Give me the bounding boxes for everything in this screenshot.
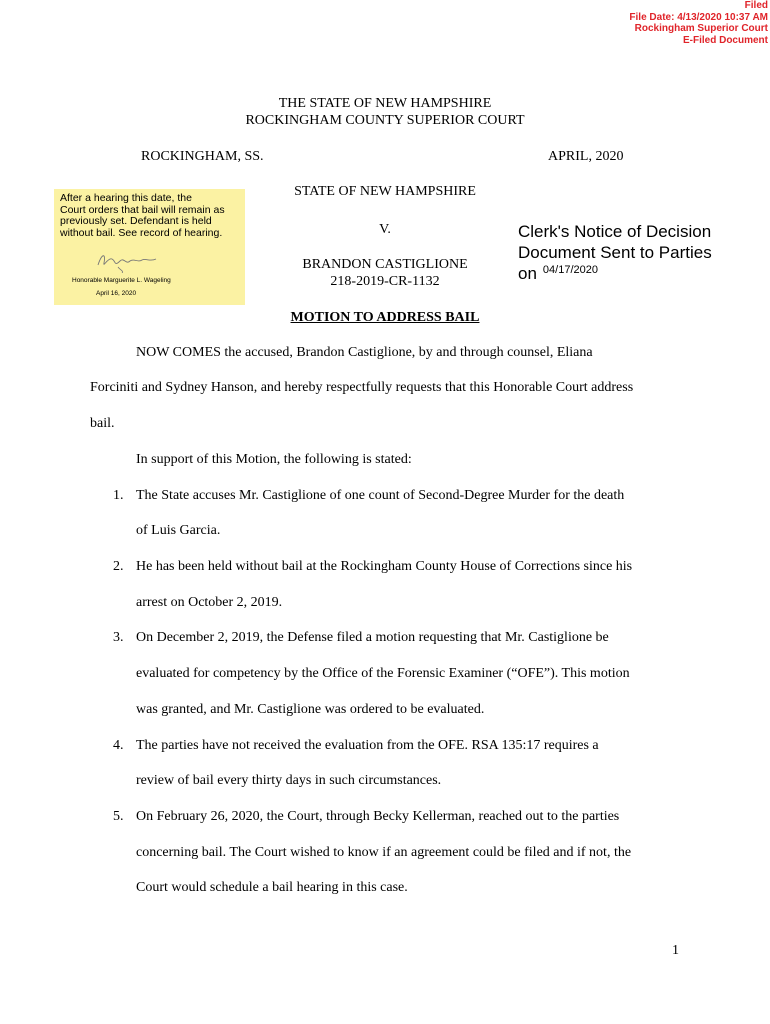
item-number: 1. (113, 488, 124, 503)
court-header (0, 95, 770, 129)
item-number: 3. (113, 630, 124, 645)
item-number: 4. (113, 738, 124, 753)
clerk-notice-line1: Clerk's Notice of Decision (518, 222, 712, 241)
item-3-line-1: On December 2, 2019, the Defense filed a motion requesting that Mr. Castiglione be (136, 630, 609, 645)
item-5-line-3: Court would schedule a bail hearing in this case. (136, 880, 408, 895)
item-3-line-2: evaluated for competency by the Office of the Forensic Examiner (“OFE”). This motion (136, 666, 630, 681)
header-state: THE STATE OF NEW HAMPSHIRE (278, 96, 492, 111)
order-note-judge: Honorable Marguerite L. Wageling (72, 277, 171, 284)
clerk-notice-line2: Document Sent to Parties (518, 243, 712, 262)
item-1-line-1: The State accuses Mr. Castiglione of one count of Second-Degree Murder for the death (136, 488, 625, 503)
item-number: 5. (113, 809, 124, 824)
venue-date: APRIL, 2020 (548, 149, 624, 164)
motion-title: MOTION TO ADDRESS BAIL (290, 310, 480, 325)
page-number: 1 (672, 943, 679, 958)
venue-county: ROCKINGHAM, SS. (141, 149, 264, 164)
clerk-notice-on: on (518, 264, 537, 283)
order-note (54, 189, 245, 305)
stamp-court: Rockingham Superior Court (634, 23, 768, 34)
order-note-date: April 16, 2020 (96, 290, 137, 297)
clerk-notice-date: 04/17/2020 (542, 264, 598, 276)
item-2-line-2: arrest on October 2, 2019. (136, 595, 283, 610)
support-statement: In support of this Motion, the following is stated: (136, 452, 412, 467)
order-note-text: After a hearing this date, the Court orders that bail will remain as previously set. Defendant is held without bail. See record of hearing. (60, 192, 225, 239)
stamp-file-date: File Date: 4/13/2020 10:37 AM (629, 11, 768, 23)
item-2-line-1: He has been held without bail at the Rockingham County House of Corrections since his (136, 559, 633, 574)
item-3-line-3: was granted, and Mr. Castiglione was ordered to be evaluated. (136, 702, 485, 717)
intro-line-1: NOW COMES the accused, Brandon Castiglione, by and through counsel, Eliana (136, 345, 593, 360)
caption-versus: V. (379, 222, 391, 237)
header-court: ROCKINGHAM COUNTY SUPERIOR COURT (245, 113, 525, 128)
item-5-line-2: concerning bail. The Court wished to know if an agreement could be filed and if not, the (136, 845, 632, 860)
judge-signature (94, 249, 164, 273)
item-number: 2. (113, 559, 124, 574)
item-4-line-2: review of bail every thirty days in such circumstances. (136, 773, 442, 788)
caption-case-number: 218-2019-CR-1132 (330, 274, 440, 289)
caption-plaintiff: STATE OF NEW HAMPSHIRE (294, 184, 476, 199)
efiling-stamp (629, 0, 768, 46)
item-1-line-2: of Luis Garcia. (136, 523, 221, 538)
stamp-filed: Filed (744, 0, 768, 11)
clerk-notice (518, 221, 712, 287)
intro-line-2: Forciniti and Sydney Hanson, and hereby respectfully requests that this Honorable Court address (90, 380, 634, 395)
item-4-line-1: The parties have not received the evaluation from the OFE. RSA 135:17 requires a (136, 738, 599, 753)
intro-line-3: bail. (90, 416, 115, 431)
caption-defendant: BRANDON CASTIGLIONE (302, 257, 468, 272)
item-5-line-1: On February 26, 2020, the Court, through Becky Kellerman, reached out to the parties (136, 809, 620, 824)
stamp-efiled: E-Filed Document (682, 34, 768, 46)
